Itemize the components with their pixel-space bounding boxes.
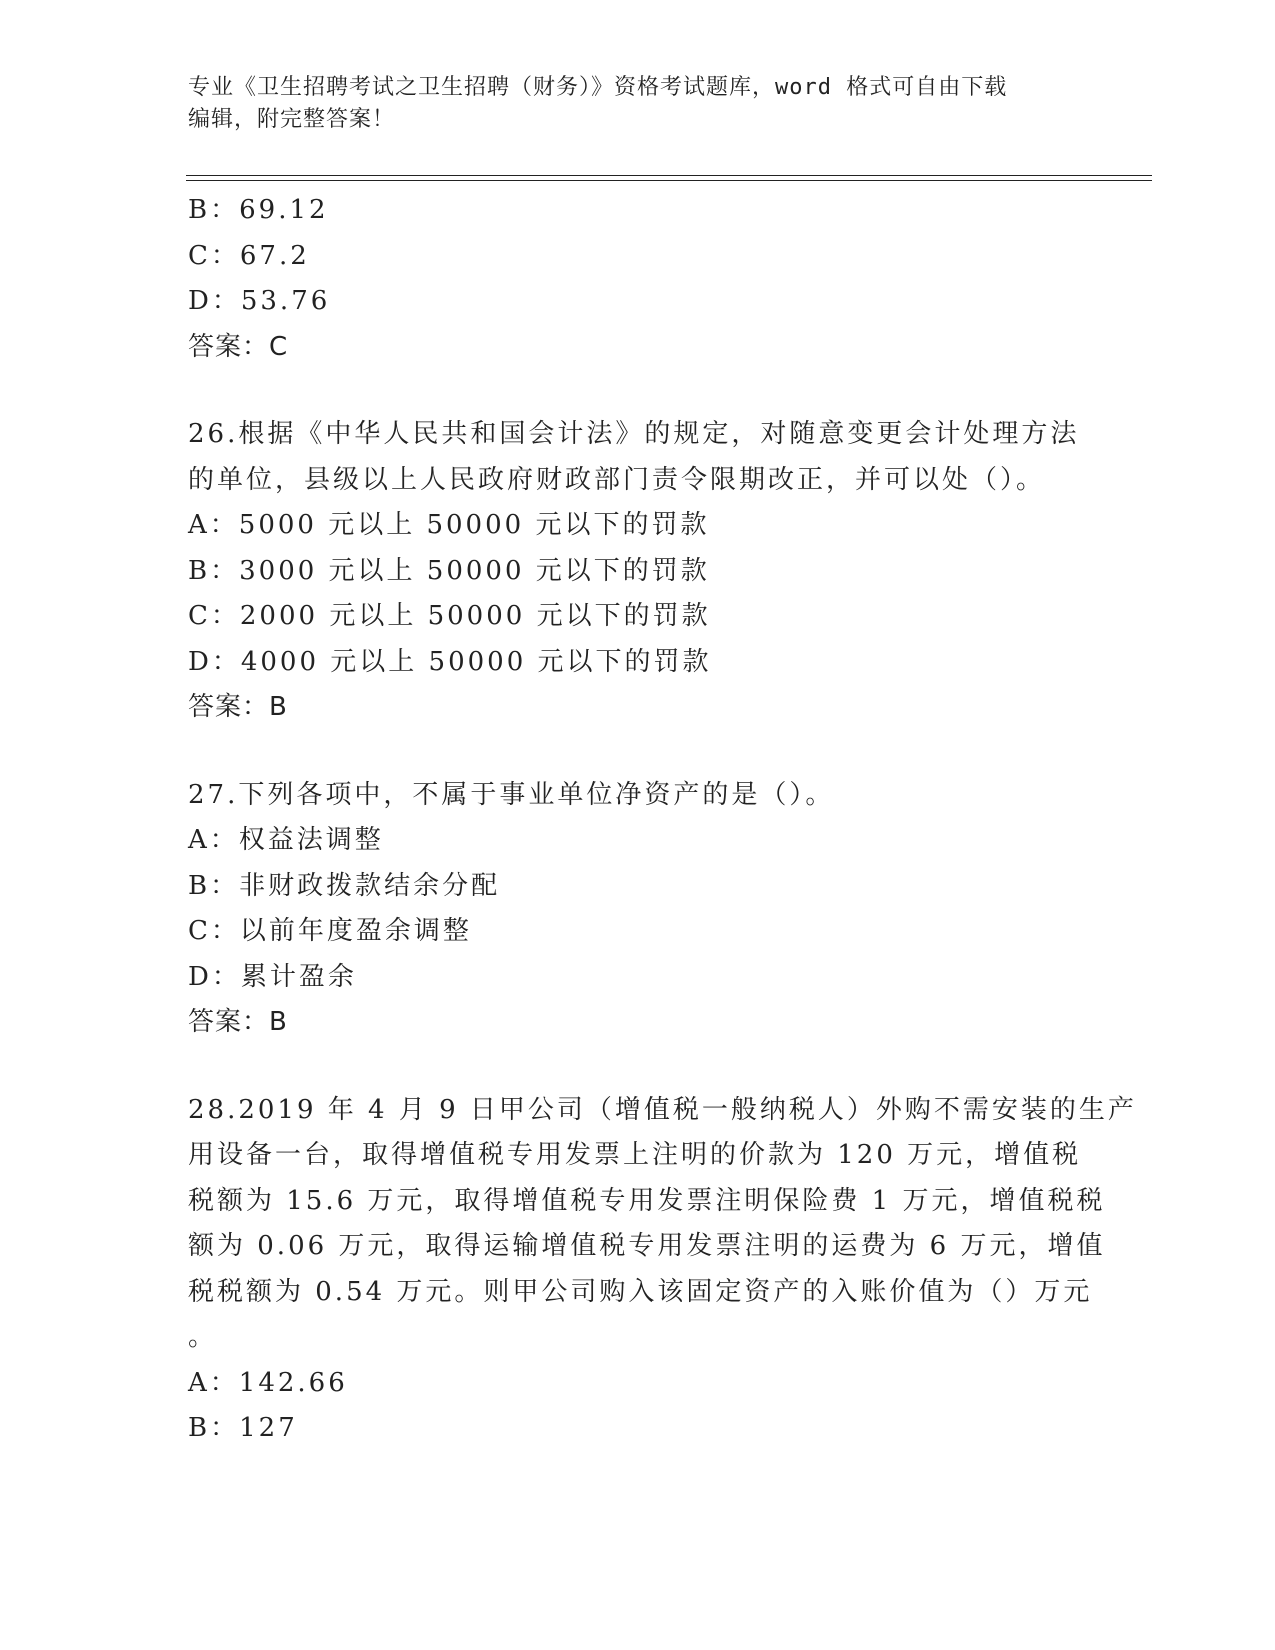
spacer: [188, 370, 1088, 412]
q26-option-a: A：5000 元以上 50000 元以下的罚款: [188, 510, 710, 540]
q28-stem-line-2: 用设备一台，取得增值税专用发票上注明的价款为 120 万元，增值税: [188, 1140, 1082, 1170]
q28-option-a: A：142.66: [188, 1367, 348, 1398]
question-28: [188, 1088, 1137, 1452]
spacer: [188, 731, 1088, 773]
q25-answer: 答案：C: [188, 331, 289, 362]
q26-option-c: C：2000 元以上 50000 元以下的罚款: [188, 601, 711, 631]
q27-answer: 答案：B: [188, 1007, 288, 1037]
q26-option-d: D：4000 元以上 50000 元以下的罚款: [188, 646, 712, 677]
q27-option-b: B：非财政拨款结余分配: [188, 870, 501, 901]
q28-stem-line-6: 。: [188, 1322, 218, 1352]
header-divider-bottom: [186, 180, 1152, 181]
q28-stem-line-1: 28.2019 年 4 月 9 日甲公司（增值税一般纳税人）外购不需安装的生产: [188, 1094, 1137, 1125]
q25-option-d: D：53.76: [188, 286, 331, 316]
q28-option-b: B：127: [188, 1413, 298, 1443]
q28-stem-line-4: 额为 0.06 万元，取得运输增值税专用发票注明的运费为 6 万元，增值: [188, 1231, 1106, 1261]
header-divider-top: [186, 175, 1152, 176]
q27-option-c: C：以前年度盈余调整: [188, 916, 472, 946]
header-line-1: 专业《卫生招聘考试之卫生招聘（财务）》资格考试题库，word 格式可自由下载: [188, 75, 1008, 100]
q26-stem-line-1: 26.根据《中华人民共和国会计法》的规定，对随意变更会计处理方法: [188, 419, 1080, 449]
q28-stem-line-5: 税税额为 0.54 万元。则甲公司购入该固定资产的入账价值为（）万元: [188, 1276, 1093, 1307]
q25-option-b: B：69.12: [188, 195, 329, 225]
question-26: [188, 412, 1088, 731]
q25-option-c: C：67.2: [188, 240, 310, 271]
q26-stem-line-2: 的单位，县级以上人民政府财政部门责令限期改正，并可以处（）。: [188, 464, 1046, 495]
q26-option-b: B：3000 元以上 50000 元以下的罚款: [188, 555, 710, 586]
question-25-continued: [188, 188, 1088, 370]
q27-stem-line-1: 27.下列各项中，不属于事业单位净资产的是（）。: [188, 779, 835, 810]
question-27: [188, 773, 1088, 1046]
q26-answer: 答案：B: [188, 692, 288, 722]
header-line-2: 编辑，附完整答案！: [188, 107, 396, 132]
question-content: [188, 188, 1137, 1452]
q27-option-a: A：权益法调整: [188, 825, 384, 855]
q28-stem-line-3: 税额为 15.6 万元，取得增值税专用发票注明保险费 1 万元，增值税税: [188, 1185, 1106, 1216]
document-header: [188, 72, 1068, 136]
spacer: [188, 1046, 1088, 1088]
q27-option-d: D：累计盈余: [188, 961, 357, 992]
